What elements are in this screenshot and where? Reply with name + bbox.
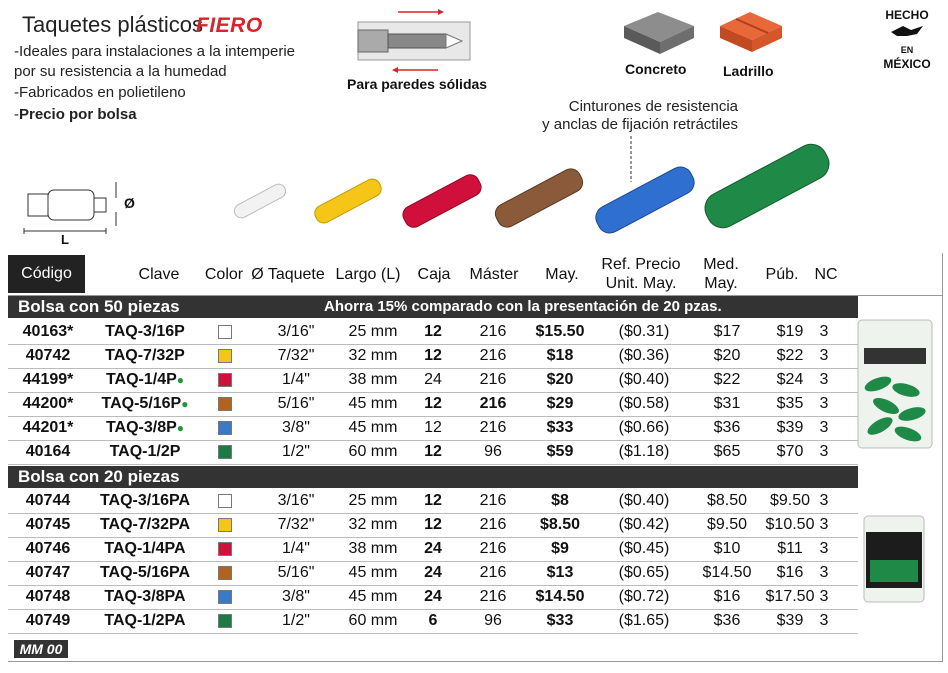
header-pub: Púb. [765, 266, 799, 283]
color-swatch [218, 325, 232, 339]
anchor-brown-image [486, 162, 592, 234]
bottom-border [8, 661, 942, 662]
bullet-3: -Fabricados en polietileno [14, 84, 186, 101]
bullet-price-prefix: - [14, 106, 19, 123]
anchor-red-image [394, 168, 490, 234]
ref-cell: ($0.65) [618, 564, 670, 581]
walls-caption: Para paredes sólidas [347, 76, 488, 92]
med-cell: $9.50 [706, 516, 748, 533]
largo-cell: 38 mm [348, 540, 398, 557]
brick-image [716, 8, 786, 56]
pub-cell: $70 [776, 443, 804, 460]
nc-cell: 3 [819, 347, 829, 364]
taquete-cell: 3/8" [282, 588, 310, 605]
master-cell: 216 [479, 371, 507, 388]
caja-cell: 24 [424, 540, 442, 557]
ref-cell: ($0.45) [618, 540, 670, 557]
nc-cell: 3 [819, 492, 829, 509]
med-cell: $8.50 [706, 492, 748, 509]
header-med [696, 255, 746, 293]
ref-cell: ($0.40) [618, 492, 670, 509]
largo-cell: 25 mm [348, 323, 398, 340]
largo-cell: 32 mm [348, 516, 398, 533]
nc-cell: 3 [819, 395, 829, 412]
med-cell: $16 [713, 588, 741, 605]
largo-cell: 60 mm [348, 443, 398, 460]
taquete-cell: 3/16" [277, 323, 315, 340]
eagle-icon [887, 22, 927, 40]
header-taquete: Ø Taquete [251, 266, 325, 283]
nc-cell: 3 [819, 564, 829, 581]
clave-text: TAQ-3/16PA [99, 492, 191, 509]
caja-cell: 24 [424, 588, 442, 605]
header-master: Máster [469, 266, 519, 283]
master-cell: 216 [479, 492, 507, 509]
master-cell: 216 [479, 323, 507, 340]
bullet-price-label: Precio por bolsa [19, 106, 137, 123]
clave-text: TAQ-7/32P [105, 347, 185, 364]
largo-cell: 32 mm [348, 347, 398, 364]
header-clave: Clave [138, 266, 180, 283]
clave-cell [90, 585, 200, 609]
pub-cell: $39 [776, 612, 804, 629]
ref-cell: ($0.36) [618, 347, 670, 364]
bullet-2: por su resistencia a la humedad [14, 63, 227, 80]
clave-cell [90, 392, 200, 416]
table-row [8, 440, 858, 465]
table-row [8, 416, 858, 441]
caja-cell: 12 [424, 419, 442, 436]
taquete-cell: 5/16" [277, 395, 315, 412]
clave-text: TAQ-1/2P [109, 443, 181, 460]
section-50-message: Ahorra 15% comparado con la presentación de 20 pzas. [324, 298, 722, 315]
color-swatch [218, 397, 232, 411]
new-indicator-dot-icon: ● [176, 373, 185, 387]
color-cell [218, 440, 234, 464]
clave-cell [90, 320, 200, 344]
pub-cell: $10.50 [765, 516, 815, 533]
clave-text: TAQ-1/2PA [104, 612, 186, 629]
code-cell: 40749 [25, 612, 71, 629]
med-cell: $36 [713, 419, 741, 436]
ref-cell: ($0.31) [618, 323, 670, 340]
color-swatch [218, 566, 232, 580]
caja-cell: 6 [428, 612, 438, 629]
concrete-caption: Concreto [625, 61, 687, 77]
taquete-cell: 1/2" [282, 443, 310, 460]
header-largo: Largo (L) [335, 266, 401, 283]
med-cell: $17 [713, 323, 741, 340]
clave-text: TAQ-7/32PA [99, 516, 191, 533]
footer-code: MM 00 [14, 640, 68, 658]
pub-cell: $39 [776, 419, 804, 436]
may-cell: $33 [546, 419, 574, 436]
med-cell: $31 [713, 395, 741, 412]
diameter-label: Ø [124, 195, 135, 211]
color-cell [218, 489, 234, 513]
table-row [8, 344, 858, 369]
right-border [942, 253, 943, 662]
pub-cell: $11 [777, 540, 803, 557]
length-label: L [61, 232, 69, 247]
color-cell [218, 609, 234, 633]
clave-cell [90, 344, 200, 368]
anchor-blue-image [586, 158, 704, 242]
med-cell: $10 [713, 540, 741, 557]
taquete-cell: 1/4" [282, 540, 310, 557]
may-cell: $15.50 [535, 323, 585, 340]
caja-cell: 12 [424, 347, 442, 364]
taquete-cell: 3/8" [282, 419, 310, 436]
color-swatch [218, 614, 232, 628]
color-swatch [218, 349, 232, 363]
header-caja: Caja [417, 266, 451, 283]
code-cell: 40748 [25, 588, 71, 605]
master-cell: 216 [479, 347, 507, 364]
med-cell: $22 [713, 371, 741, 388]
clave-text: TAQ-5/16PA [99, 564, 191, 581]
table-row [8, 585, 858, 610]
dimension-diagram [18, 178, 138, 248]
color-swatch [218, 494, 232, 508]
may-cell: $20 [546, 371, 574, 388]
clave-text: TAQ-3/16P [105, 323, 185, 340]
med-cell: $65 [713, 443, 741, 460]
color-swatch [218, 421, 232, 435]
caja-cell: 24 [424, 564, 442, 581]
ref-cell: ($0.72) [618, 588, 670, 605]
code-cell: 40164 [25, 443, 71, 460]
color-swatch [218, 542, 232, 556]
header-code: Código [8, 255, 85, 293]
may-cell: $29 [546, 395, 574, 412]
taquete-cell: 1/4" [282, 371, 310, 388]
badge-line3: MÉXICO [883, 57, 931, 71]
taquete-cell: 3/16" [277, 492, 315, 509]
pub-cell: $16 [776, 564, 804, 581]
nc-cell: 3 [819, 588, 829, 605]
table-row [8, 609, 858, 634]
made-in-mexico-badge [870, 8, 944, 71]
table-row [8, 320, 858, 345]
caja-cell: 12 [424, 492, 442, 509]
color-cell [218, 416, 234, 440]
may-cell: $14.50 [535, 588, 585, 605]
may-cell: $13 [546, 564, 574, 581]
feature-note [470, 98, 738, 134]
nc-cell: 3 [819, 323, 829, 340]
taquete-cell: 7/32" [277, 516, 315, 533]
header-color: Color [204, 266, 244, 283]
bag-20-image [862, 514, 928, 606]
color-cell [218, 561, 234, 585]
section-50-pieces [8, 296, 858, 318]
largo-cell: 38 mm [348, 371, 398, 388]
clave-cell [90, 537, 200, 561]
code-cell: 44199* [22, 371, 74, 388]
header-ref-line1: Ref. Precio [601, 256, 681, 273]
ref-cell: ($1.65) [618, 612, 670, 629]
master-cell: 96 [484, 443, 502, 460]
code-cell: 40747 [25, 564, 71, 581]
new-indicator-dot-icon: ● [176, 421, 185, 435]
may-cell: $33 [546, 612, 574, 629]
code-cell: 44200* [22, 395, 74, 412]
nc-cell: 3 [819, 516, 829, 533]
ref-cell: ($0.40) [618, 371, 670, 388]
caja-cell: 12 [424, 395, 442, 412]
clave-cell [90, 416, 200, 440]
ref-cell: ($1.18) [618, 443, 670, 460]
clave-cell [90, 609, 200, 633]
code-cell: 40744 [25, 492, 71, 509]
anchor-yellow-image [306, 170, 390, 232]
clave-text: TAQ-3/8P [105, 419, 177, 436]
pub-cell: $9.50 [769, 492, 811, 509]
ref-cell: ($0.58) [618, 395, 670, 412]
header-med-line2: May. [704, 275, 738, 292]
table-row [8, 513, 858, 538]
table-row [8, 392, 858, 417]
may-cell: $8 [551, 492, 569, 509]
largo-cell: 45 mm [348, 564, 398, 581]
nc-cell: 3 [819, 443, 829, 460]
pub-cell: $17.50 [765, 588, 815, 605]
color-swatch [218, 373, 232, 387]
table-row [8, 368, 858, 393]
header-ref [598, 255, 684, 293]
pub-cell: $22 [776, 347, 804, 364]
color-cell [218, 320, 234, 344]
table-row [8, 537, 858, 562]
header-ref-line2: Unit. May. [605, 275, 677, 292]
badge-line2: EN [900, 45, 914, 55]
clave-cell [90, 489, 200, 513]
taquete-cell: 1/2" [282, 612, 310, 629]
may-cell: $8.50 [539, 516, 581, 533]
ref-cell: ($0.42) [618, 516, 670, 533]
master-cell: 216 [479, 395, 507, 412]
anchor-white-image [226, 176, 294, 226]
may-cell: $59 [546, 443, 574, 460]
nc-cell: 3 [819, 612, 829, 629]
clave-cell [90, 440, 200, 464]
taquete-cell: 5/16" [277, 564, 315, 581]
nc-cell: 3 [819, 419, 829, 436]
brick-caption: Ladrillo [723, 63, 774, 79]
color-cell [218, 392, 234, 416]
largo-cell: 25 mm [348, 492, 398, 509]
clave-text: TAQ-5/16P [101, 395, 182, 412]
code-cell: 40163* [22, 323, 74, 340]
master-cell: 216 [479, 516, 507, 533]
taquete-cell: 7/32" [277, 347, 315, 364]
largo-cell: 60 mm [348, 612, 398, 629]
bag-50-image [856, 318, 936, 452]
code-cell: 40746 [25, 540, 71, 557]
bullet-price [14, 106, 137, 124]
pub-cell: $19 [776, 323, 804, 340]
med-cell: $14.50 [702, 564, 752, 581]
section-20-label: Bolsa con 20 piezas [18, 467, 180, 486]
caja-cell: 12 [424, 516, 442, 533]
color-cell [218, 344, 234, 368]
may-cell: $18 [546, 347, 574, 364]
badge-line1: HECHO [885, 8, 929, 22]
code-cell: 40745 [25, 516, 71, 533]
code-cell: 40742 [25, 347, 71, 364]
bullet-1: -Ideales para instalaciones a la intemperie [14, 43, 295, 60]
clave-cell [90, 561, 200, 585]
color-cell [218, 585, 234, 609]
master-cell: 216 [479, 540, 507, 557]
caja-cell: 24 [424, 371, 442, 388]
page-title: Taquetes plásticos [22, 12, 203, 37]
caja-cell: 12 [424, 443, 442, 460]
may-cell: $9 [551, 540, 569, 557]
anchor-green-image [694, 134, 840, 238]
color-swatch [218, 445, 232, 459]
master-cell: 216 [479, 588, 507, 605]
med-cell: $20 [713, 347, 741, 364]
ref-cell: ($0.66) [618, 419, 670, 436]
largo-cell: 45 mm [348, 419, 398, 436]
section-50-label: Bolsa con 50 piezas [18, 297, 180, 316]
color-cell [218, 537, 234, 561]
clave-text: TAQ-3/8PA [104, 588, 186, 605]
caja-cell: 12 [424, 323, 442, 340]
color-swatch [218, 590, 232, 604]
largo-cell: 45 mm [348, 588, 398, 605]
concrete-block-image [620, 8, 698, 58]
color-cell [218, 513, 234, 537]
brand-logo: FIERO [196, 14, 263, 37]
header-may: May. [545, 266, 579, 283]
nc-cell: 3 [819, 540, 829, 557]
nc-cell: 3 [819, 371, 829, 388]
color-cell [218, 368, 234, 392]
header-med-line1: Med. [703, 256, 739, 273]
table-row [8, 561, 858, 586]
clave-text: TAQ-1/4PA [104, 540, 186, 557]
wall-anchor-diagram [354, 6, 478, 76]
code-cell: 44201* [22, 419, 74, 436]
master-cell: 216 [479, 419, 507, 436]
clave-cell [90, 368, 200, 392]
med-cell: $36 [713, 612, 741, 629]
pub-cell: $35 [776, 395, 804, 412]
section-20-pieces [8, 466, 858, 488]
master-cell: 96 [484, 612, 502, 629]
pub-cell: $24 [776, 371, 804, 388]
master-cell: 216 [479, 564, 507, 581]
header-nc: NC [814, 266, 838, 283]
note-line2: y anclas de fijación retráctiles [542, 116, 738, 133]
note-line1: Cinturones de resistencia [568, 98, 738, 115]
new-indicator-dot-icon: ● [181, 397, 189, 411]
table-row [8, 489, 858, 514]
color-swatch [218, 518, 232, 532]
largo-cell: 45 mm [348, 395, 398, 412]
clave-text: TAQ-1/4P [105, 371, 177, 388]
clave-cell [90, 513, 200, 537]
